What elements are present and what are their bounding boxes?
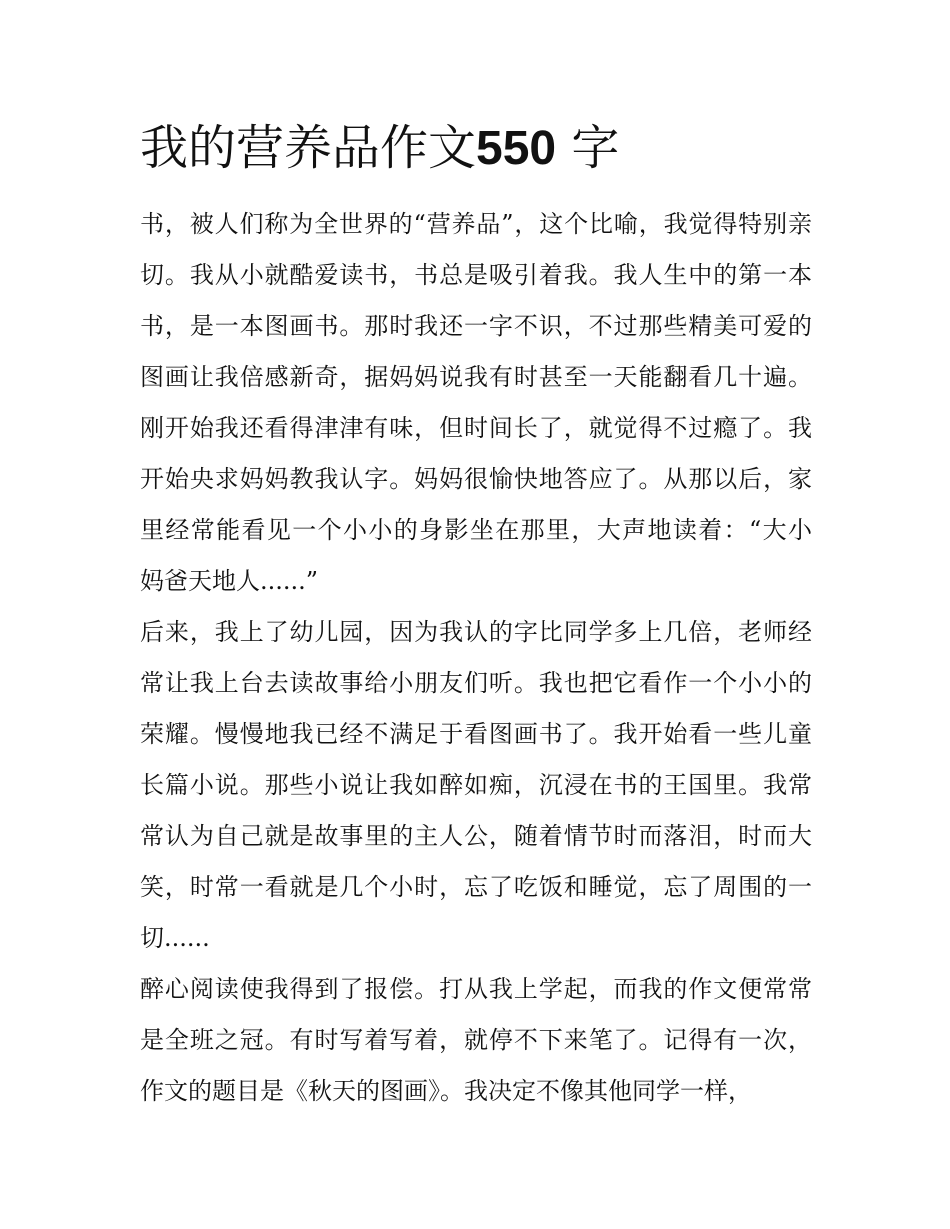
text-line: 里经常能看见一个小小的身影坐在那里，大声地读着：“大小 [140, 516, 812, 544]
text-line: 书，被人们称为全世界的“营养品”，这个比喻，我觉得特别亲 [140, 210, 812, 238]
text-line: 常让我上台去读故事给小朋友们听。我也把它看作一个小小的 [140, 669, 812, 697]
paragraph-3 [140, 964, 812, 1117]
text-line: 笑，时常一看就是几个小时，忘了吃饭和睡觉，忘了周围的一 [140, 873, 812, 901]
text-line: 长篇小说。那些小说让我如醉如痴，沉浸在书的王国里。我常 [140, 771, 812, 799]
text-line: 切。我从小就酷爱读书，书总是吸引着我。我人生中的第一本 [140, 261, 812, 289]
text-line: 图画让我倍感新奇，据妈妈说我有时甚至一天能翻看几十遍。 [140, 363, 812, 391]
title-number: 550 [476, 122, 557, 175]
title-main: 我的营养品作文 [140, 120, 477, 176]
title-suffix: 字 [571, 120, 620, 176]
paragraph-1 [140, 199, 812, 607]
text-line: 醉心阅读使我得到了报偿。打从我上学起，而我的作文便常常 [140, 975, 812, 1003]
text-line: 荣耀。慢慢地我已经不满足于看图画书了。我开始看一些儿童 [140, 720, 812, 748]
text-line: 刚开始我还看得津津有味，但时间长了，就觉得不过瘾了。我 [140, 414, 812, 442]
text-line: 作文的题目是《秋天的图画》。我决定不像其他同学一样， [140, 1077, 752, 1105]
text-line: 书，是一本图画书。那时我还一字不识，不过那些精美可爱的 [140, 312, 812, 340]
page-title [140, 116, 619, 181]
text-line: 是全班之冠。有时写着写着，就停不下来笔了。记得有一次， [140, 1026, 812, 1054]
text-line: 切...... [140, 924, 210, 952]
text-line: 开始央求妈妈教我认字。妈妈很愉快地答应了。从那以后，家 [140, 465, 812, 493]
paragraph-2 [140, 607, 812, 964]
essay-body [140, 199, 812, 1117]
text-line: 后来，我上了幼儿园，因为我认的字比同学多上几倍，老师经 [140, 618, 812, 646]
text-line: 妈爸天地人......” [140, 567, 319, 595]
text-line: 常认为自己就是故事里的主人公，随着情节时而落泪，时而大 [140, 822, 812, 850]
